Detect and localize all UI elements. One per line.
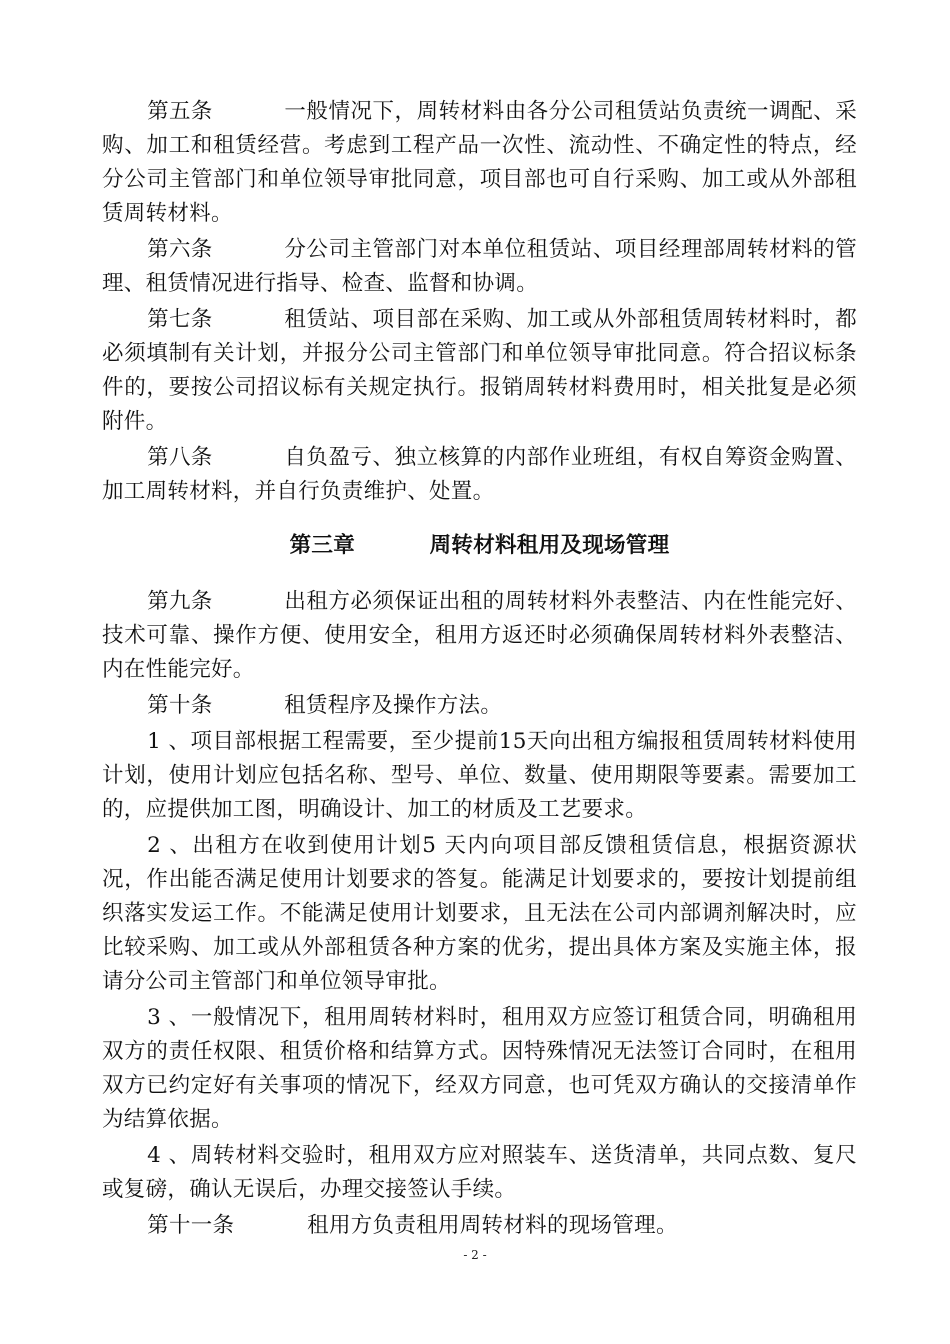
article-label: 第十条 xyxy=(147,693,213,718)
article-8 xyxy=(102,441,857,509)
article-7 xyxy=(102,303,857,439)
article-label: 第九条 xyxy=(147,589,213,614)
article-text: 租用方负责租用周转材料的现场管理。 xyxy=(307,1213,678,1238)
article-9 xyxy=(102,585,857,687)
article-label: 第八条 xyxy=(147,445,213,470)
article-label: 第十一条 xyxy=(147,1213,235,1238)
article-text: 出租方必须保证出租的周转材料外表整洁、内在性能完好、技术可靠、操作方便、使用安全，租用方返还时必须确保周转材料外表整洁、内在性能完好。 xyxy=(102,589,857,682)
list-item-2: 2 、出租方在收到使用计划5 天内向项目部反馈租赁信息，根据资源状况，作出能否满足使用计划要求的答复。能满足计划要求的，要按计划提前组织落实发运工作。不能满足使用计划要求，且无法在公司内部调剂解决时，应比较采购、加工或从外部租赁各种方案的优劣，提出具体方案及实施主体，报请分公司主管部门和单位领导审批。 xyxy=(102,833,857,994)
article-10 xyxy=(102,689,857,723)
article-5 xyxy=(102,95,857,231)
document-page xyxy=(102,95,857,1245)
article-label: 第七条 xyxy=(147,307,213,332)
article-text: 租赁程序及操作方法。 xyxy=(284,693,503,718)
article-label: 第五条 xyxy=(147,99,213,124)
list-item-1: 1 、项目部根据工程需要，至少提前15天向出租方编报租赁周转材料使用计划，使用计划应包括名称、型号、单位、数量、使用期限等要素。需要加工的，应提供加工图，明确设计、加工的材质及工艺要求。 xyxy=(102,729,857,822)
list-item-3: 3 、一般情况下，租用周转材料时，租用双方应签订租赁合同，明确租用双方的责任权限、租赁价格和结算方式。因特殊情况无法签订合同时，在租用双方已约定好有关事项的情况下，经双方同意，也可凭双方确认的交接清单作为结算依据。 xyxy=(102,1005,857,1132)
article-6 xyxy=(102,233,857,301)
article-text: 一般情况下，周转材料由各分公司租赁站负责统一调配、采购、加工和租赁经营。考虑到工程产品一次性、流动性、不确定性的特点，经分公司主管部门和单位领导审批同意，项目部也可自行采购、加工或从外部租赁周转材料。 xyxy=(102,99,857,226)
chapter-title: 周转材料租用及现场管理 xyxy=(429,533,670,558)
page-number: - 2 - xyxy=(463,1248,487,1262)
article-text: 自负盈亏、独立核算的内部作业班组，有权自筹资金购置、加工周转材料，并自行负责维护、处置。 xyxy=(102,445,857,504)
chapter-number: 第三章 xyxy=(289,533,355,558)
article-text: 租赁站、项目部在采购、加工或从外部租赁周转材料时，都必须填制有关计划，并报分公司主管部门和单位领导审批同意。符合招议标条件的，要按公司招议标有关规定执行。报销周转材料费用时，相关批复是必须附件。 xyxy=(102,307,857,434)
article-text: 分公司主管部门对本单位租赁站、项目经理部周转材料的管理、租赁情况进行指导、检查、监督和协调。 xyxy=(102,237,857,296)
article-label: 第六条 xyxy=(147,237,213,262)
chapter-heading xyxy=(102,529,857,563)
article-11 xyxy=(102,1209,857,1243)
list-item-4: 4 、周转材料交验时，租用双方应对照装车、送货清单，共同点数、复尺或复磅，确认无误后，办理交接签认手续。 xyxy=(102,1143,857,1202)
